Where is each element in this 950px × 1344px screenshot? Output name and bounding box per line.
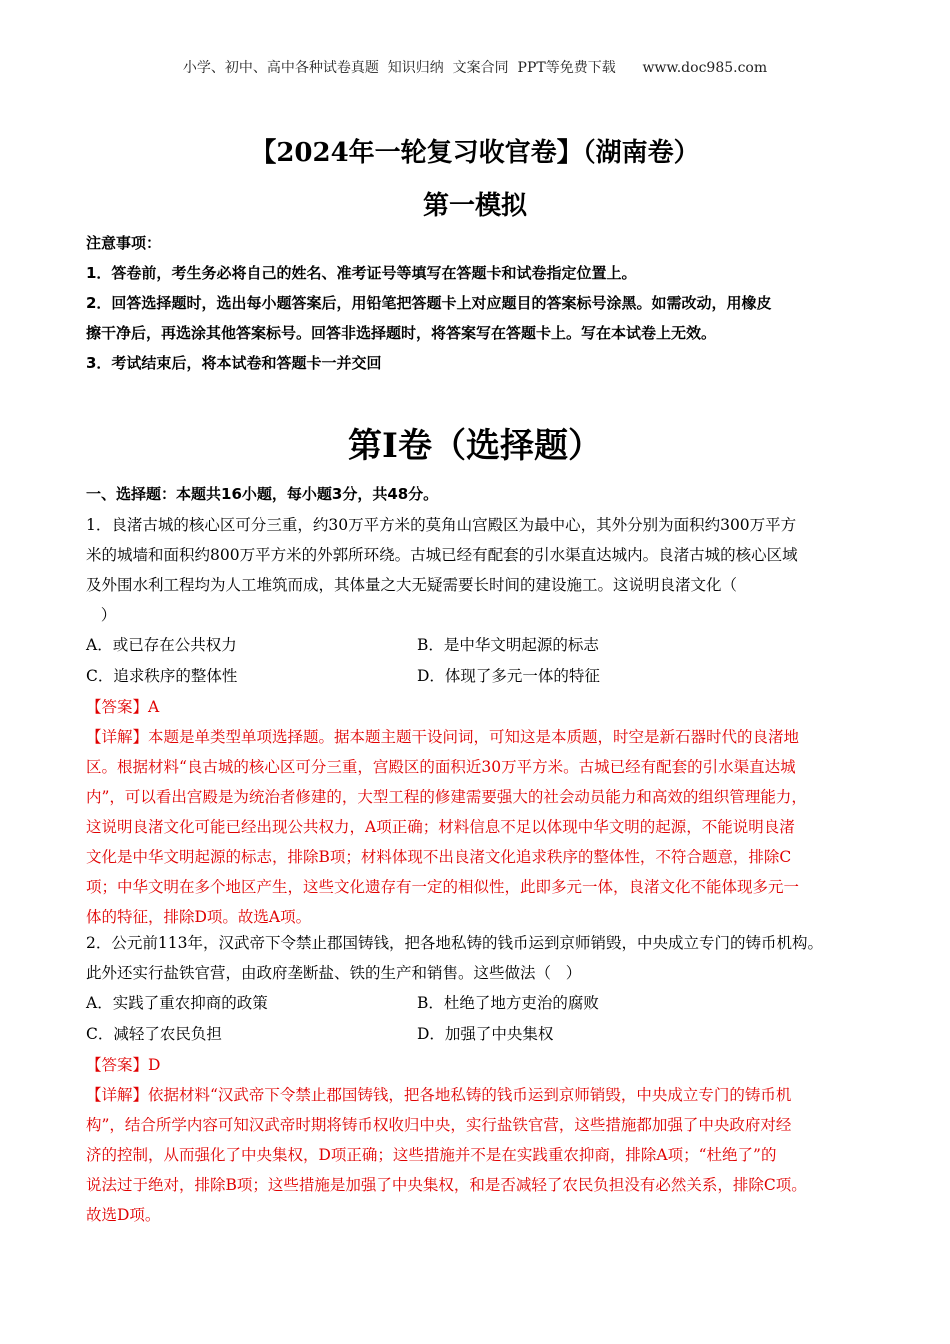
notes-heading: 注意事项： [86,234,162,252]
question-stem-line: ） [86,606,117,624]
explanation-line: 文化是中华文明起源的标志，排除B项；材料体现不出良渚文化追求秩序的整体性，不符合题意，排除C [86,848,792,866]
notes-line: 3．考试结束后，将本试卷和答题卡一并交回 [86,354,382,372]
question-stem-line: 此外还实行盐铁官营，由政府垄断盐、铁的生产和销售。这些做法（ ） [86,964,582,982]
notes-line: 擦干净后，再选涂其他答案标号。回答非选择题时，将答案写在答题卡上。写在本试卷上无效。 [86,324,717,342]
notes-line: 2．回答选择题时，选出每小题答案后，用铅笔把答题卡上对应题目的答案标号涂黑。如需改动，用橡皮 [86,294,772,312]
question-stem-line: 2．公元前113年，汉武帝下令禁止郡国铸钱，把各地私铸的钱币运到京师销毁，中央成立专门的铸币机构。 [86,934,823,952]
options-row [86,991,876,1022]
question-1 [86,513,876,935]
option-d: D．加强了中央集权 [417,1025,554,1043]
option-a: A．或已存在公共权力 [86,636,237,654]
option-b: B．杜绝了地方吏治的腐败 [417,994,599,1012]
notes-line: 1．答卷前，考生务必将自己的姓名、准考证号等填写在答题卡和试卷指定位置上。 [86,264,637,282]
explanation-line: 区。根据材料“良古城的核心区可分三重，宫殿区的面积近30万平方米。古城已经有配套的引水渠直达城 [86,758,796,776]
explanation-line: 故选D项。 [86,1206,161,1224]
option-c: C．追求秩序的整体性 [86,667,238,685]
exam-title: 【2024年一轮复习收官卷】（湖南卷） [250,138,700,168]
option-d: D．体现了多元一体的特征 [417,667,600,685]
explanation-line: 【详解】依据材料“汉武帝下令禁止郡国铸钱，把各地私铸的钱币运到京师销毁，中央成立专门的铸币机 [86,1086,792,1104]
explanation-line: 项；中华文明在多个地区产生，这些文化遗存有一定的相似性，此即多元一体，良渚文化不能体现多元一 [86,878,800,896]
part-heading: 一、选择题：本题共16小题，每小题3分，共48分。 [86,485,439,503]
exam-subtitle: 第一模拟 [422,191,527,221]
answer: 【答案】D [86,1056,161,1074]
explanation-line: 体的特征，排除D项。故选A项。 [86,908,312,926]
explanation-line: 说法过于绝对，排除B项；这些措施是加强了中央集权，和是否减轻了农民负担没有必然关系，排除C项。 [86,1176,807,1194]
options-row [86,633,876,664]
answer: 【答案】A [86,698,160,716]
explanation-line: 内”，可以看出宫殿是为统治者修建的，大型工程的修建需要强大的社会动员能力和高效的组织管理能力， [86,788,807,806]
explanation-line: 构”，结合所学内容可知汉武帝时期将铸币权收归中央，实行盐铁官营，这些措施都加强了中央政府对经 [86,1116,792,1134]
page-header-banner: 小学、初中、高中各种试卷真题 知识归纳 文案合同 PPT等免费下载 www.doc985.com [182,60,768,76]
explanation-line: 这说明良渚文化可能已经出现公共权力，A项正确；材料信息不足以体现中华文明的起源，不能说明良渚 [86,818,795,836]
question-stem-line: 1．良渚古城的核心区可分三重，约30万平方米的莫角山宫殿区为最中心，其外分别为面积约300万平方 [86,516,797,534]
option-b: B．是中华文明起源的标志 [417,636,599,654]
explanation-line: 【详解】本题是单类型单项选择题。据本题主题干设问词，可知这是本质题，时空是新石器时代的良渚地 [86,728,800,746]
options-row [86,1022,876,1053]
section-title: 第I卷（选择题） [348,426,602,466]
options-row [86,664,876,695]
explanation-line: 济的控制，从而强化了中央集权，D项正确；这些措施并不是在实践重农抑商，排除A项；“杜绝了”的 [86,1146,777,1164]
option-a: A．实践了重农抑商的政策 [86,994,268,1012]
option-c: C．减轻了农民负担 [86,1025,222,1043]
question-2 [86,931,876,1233]
exam-notes [86,232,866,382]
question-stem-line: 米的城墙和面积约800万平方米的外郭所环绕。古城已经有配套的引水渠直达城内。良渚古城的核心区域 [86,546,798,564]
question-stem-line: 及外围水利工程均为人工堆筑而成，其体量之大无疑需要长时间的建设施工。这说明良渚文化（ [86,576,738,594]
